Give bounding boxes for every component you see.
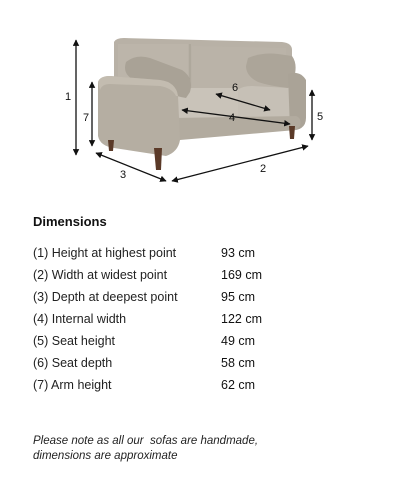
label-height: 1 — [64, 91, 72, 103]
dimension-label: (6) Seat depth — [33, 356, 113, 370]
dimension-row — [33, 242, 333, 264]
dimension-label: (2) Width at widest point — [33, 268, 168, 282]
label-depth: 3 — [119, 169, 127, 181]
sofa-diagram — [0, 0, 400, 200]
dimension-row — [33, 308, 333, 330]
note-line: dimensions are approximate — [33, 450, 178, 462]
dimension-row — [33, 286, 333, 308]
label-arm-height: 7 — [82, 112, 90, 124]
label-internal-width: 4 — [228, 112, 236, 124]
dimensions-heading: Dimensions — [33, 214, 107, 229]
label-seat-height: 5 — [316, 111, 324, 123]
dimension-row — [33, 264, 333, 286]
dimension-label: (5) Seat height — [33, 334, 115, 348]
dimension-value: 93 cm — [221, 246, 256, 260]
dimension-row — [33, 330, 333, 352]
sofa-leg — [289, 126, 295, 139]
dimension-value: 122 cm — [221, 312, 262, 326]
label-width: 2 — [259, 163, 267, 175]
dimension-label: (4) Internal width — [33, 312, 127, 326]
sofa-leg — [108, 140, 114, 151]
dimension-label: (7) Arm height — [33, 378, 112, 392]
dimension-value: 95 cm — [221, 290, 256, 304]
dimension-label: (1) Height at highest point — [33, 246, 177, 260]
handmade-note — [33, 434, 373, 464]
dimensions-list — [33, 242, 333, 396]
sofa-leg — [154, 148, 162, 170]
dimension-value: 169 cm — [221, 268, 262, 282]
sofa-front — [172, 116, 301, 140]
note-line: Please note as all our sofas are handmade, — [33, 435, 259, 447]
dimension-value: 58 cm — [221, 356, 256, 370]
dimension-row — [33, 352, 333, 374]
label-seat-depth: 6 — [231, 82, 239, 94]
dimension-value: 62 cm — [221, 378, 256, 392]
dimension-row — [33, 374, 333, 396]
dimension-value: 49 cm — [221, 334, 256, 348]
dimension-label: (3) Depth at deepest point — [33, 290, 178, 304]
